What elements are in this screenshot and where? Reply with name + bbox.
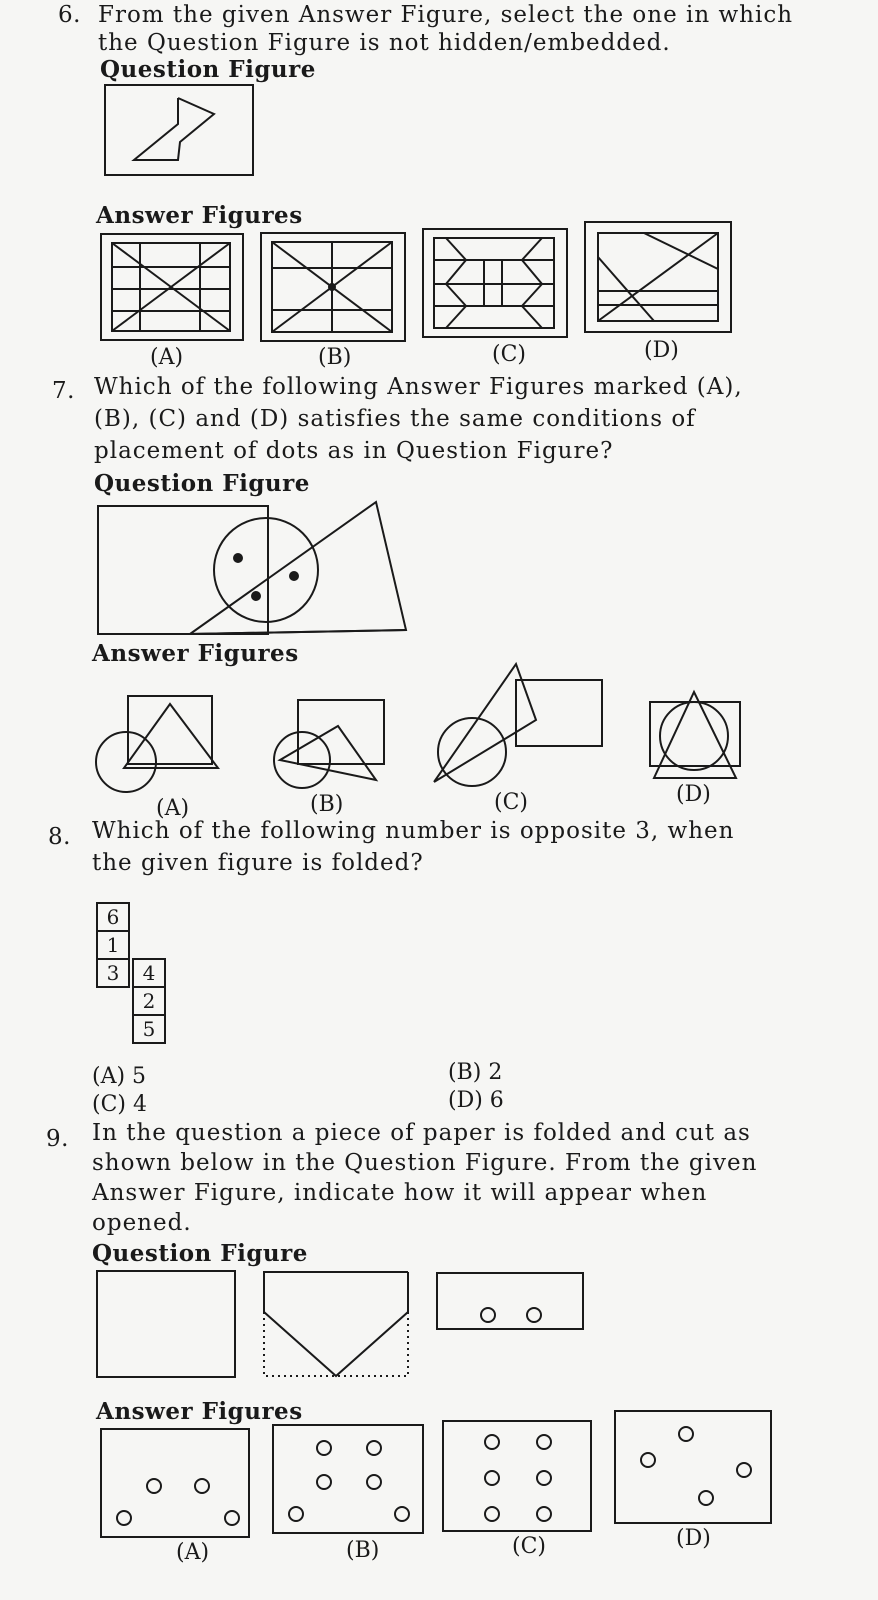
question-6-question-figure — [104, 84, 256, 176]
question-9-number: 9. — [46, 1126, 69, 1152]
question-7-question-figure — [96, 500, 412, 636]
net-cell-6: 6 — [96, 902, 130, 932]
question-9-option-a-label: (A) — [176, 1540, 210, 1565]
question-7-option-b-label: (B) — [310, 792, 344, 817]
net-cell-1: 1 — [96, 930, 130, 960]
question-8-text-line-2: the given figure is folded? — [92, 850, 424, 876]
question-6-text-line-2: the Question Figure is not hidden/embedded. — [98, 30, 671, 56]
question-7-option-d-label: (D) — [676, 782, 711, 807]
net-cell-3: 3 — [96, 958, 130, 988]
question-8-option-b: (B) 2 — [448, 1060, 503, 1085]
question-6-answer-figure-b — [260, 232, 408, 344]
question-9-text-line-3: Answer Figure, indicate how it will appear when — [92, 1180, 708, 1206]
question-9-fold-step-3 — [436, 1272, 586, 1332]
question-6-answer-figures-label: Answer Figures — [96, 202, 303, 229]
question-6-option-d-label: (D) — [644, 338, 679, 363]
question-9-option-c-label: (C) — [512, 1534, 546, 1559]
question-7-text-line-2: (B), (C) and (D) satisfies the same conditions of — [94, 406, 696, 432]
question-8-option-d: (D) 6 — [448, 1088, 504, 1113]
question-7-option-a-label: (A) — [156, 796, 190, 821]
question-6-answer-figure-d — [584, 221, 734, 335]
question-9-answer-figure-a — [100, 1428, 252, 1540]
question-6-answer-figure-a — [100, 233, 246, 343]
question-8-cube-net — [96, 902, 176, 1052]
net-cell-4: 4 — [132, 958, 166, 988]
question-6-option-c-label: (C) — [492, 342, 526, 367]
question-7-answer-figure-a — [94, 694, 228, 790]
question-6-question-figure-label: Question Figure — [100, 56, 316, 83]
question-6-option-a-label: (A) — [150, 345, 184, 370]
net-cell-5: 5 — [132, 1014, 166, 1044]
question-6-text-line-1: From the given Answer Figure, select the one in which — [98, 2, 794, 28]
question-7-answer-figure-b — [262, 696, 384, 790]
question-9-text-line-1: In the question a piece of paper is folded and cut as — [92, 1120, 751, 1146]
question-9-answer-figures-label: Answer Figures — [96, 1398, 303, 1425]
question-8-option-a: (A) 5 — [92, 1064, 147, 1089]
question-9-answer-figure-b — [272, 1424, 426, 1536]
question-8-number: 8. — [48, 824, 71, 850]
question-7-text-line-3: placement of dots as in Question Figure? — [94, 438, 614, 464]
question-9-option-b-label: (B) — [346, 1538, 380, 1563]
question-7-option-c-label: (C) — [494, 790, 528, 815]
question-9-fold-step-2 — [262, 1272, 410, 1382]
question-7-question-figure-label: Question Figure — [94, 470, 310, 497]
question-6-answer-figure-c — [422, 228, 570, 340]
question-9-question-figure-label: Question Figure — [92, 1240, 308, 1267]
question-7-text-line-1: Which of the following Answer Figures marked (A), — [94, 374, 743, 400]
question-7-answer-figure-d — [648, 690, 746, 780]
question-6-number: 6. — [58, 2, 81, 28]
net-cell-2: 2 — [132, 986, 166, 1016]
question-7-answer-figures-label: Answer Figures — [92, 640, 299, 667]
question-7-answer-figure-c — [430, 662, 606, 788]
question-9-option-d-label: (D) — [676, 1526, 711, 1551]
question-9-text-line-4: opened. — [92, 1210, 192, 1236]
question-6-option-b-label: (B) — [318, 345, 352, 370]
question-9-answer-figure-d — [614, 1410, 774, 1526]
question-9-fold-step-1 — [96, 1270, 238, 1380]
question-7-number: 7. — [52, 378, 75, 404]
question-9-text-line-2: shown below in the Question Figure. From the given — [92, 1150, 758, 1176]
question-8-option-c: (C) 4 — [92, 1092, 147, 1117]
question-9-answer-figure-c — [442, 1420, 594, 1534]
question-8-text-line-1: Which of the following number is opposite 3, when — [92, 818, 735, 844]
